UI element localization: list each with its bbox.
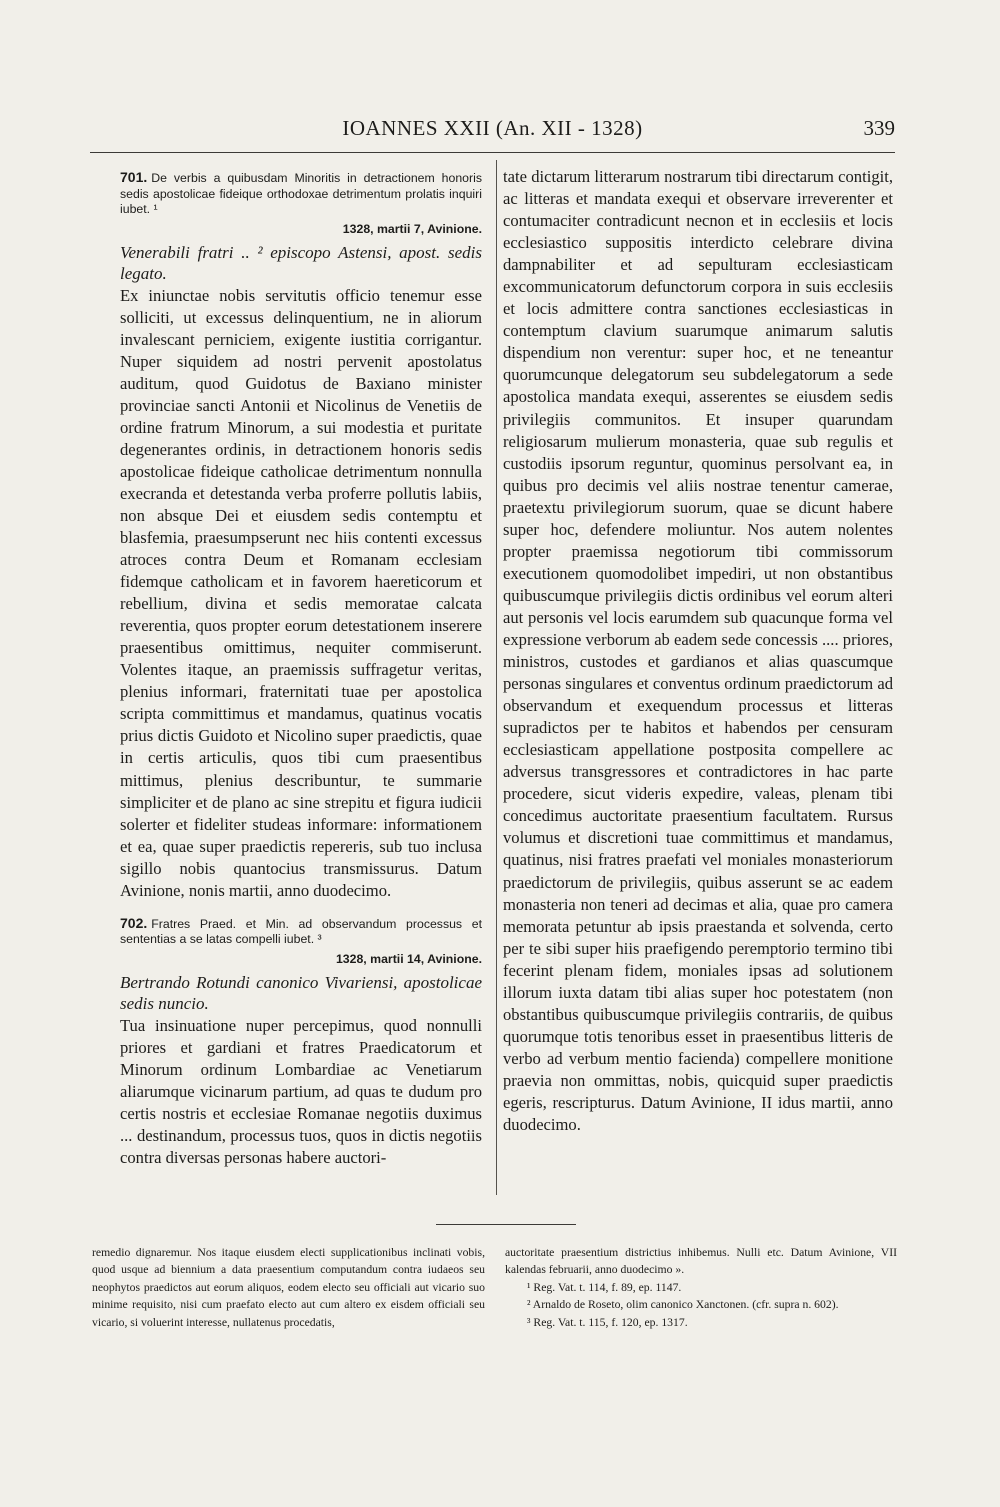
footnote-3: ³ Reg. Vat. t. 115, f. 120, ep. 1317. <box>527 1315 688 1329</box>
entry-702-body-left: Tua insinuatione nuper percepimus, quod nonnulli priores et gardiani et fratres Praedicatorum et Minorum ordinum Lombardiae ac Venetiarum aliarumque vicinarum partium, ad quas te dudum pro certis nostris et ecclesiae Romanae negotiis duximus ... destinandum, processus tuos, quos in dictis negotiis contra diversas personas habere auctori- <box>120 1015 482 1168</box>
entry-702-date: 1328, martii 14, Avinione. <box>335 951 482 966</box>
right-column <box>503 166 893 1136</box>
entry-701-address: Venerabili fratri .. ² episcopo Astensi, apost. sedis legato. <box>120 242 482 283</box>
entry-701-date: 1328, martii 7, Avinione. <box>342 221 482 236</box>
footnotes-right <box>505 1244 897 1331</box>
footnote-rule <box>436 1224 576 1225</box>
footnote-2: ² Arnaldo de Roseto, olim canonico Xanctonen. (cfr. supra n. 602). <box>527 1298 839 1312</box>
entry-702-number: 702. <box>120 914 148 931</box>
entry-701-body: Ex iniunctae nobis servitutis officio tenemur esse solliciti, ut excessus delinquentium, ne in aliorum invalescant perniciem, exigente iustitia corrigantur. Nuper siquidem ad nostri pervenit apostolatus auditum, quod Guidotus de Baxiano minister provinciae sancti Antonii et Nicolinus de Venetiis de ordine fratrum Minorum, a sui modestia et puritate degenerantes ordinis, in detractionem honoris sedis apostolicae fideique catholicae detrimentum nonnulla execranda et detestanda verba proferre pollutis labiis, non absque Dei et eiusdem sedis contemptu et blasfemia, praesumpserunt nec hiis contenti excessus atroces contra Deum et Romanam ecclesiam fidemque catholicam et in favorem haereticorum et rebellium, divina et sedis memoratae calcata reverentia, quos propter eorum detestationem inserere praesentibus omittimus, nequiter commiserunt. Volentes itaque, an praemissis suffragetur veritas, plenius informari, fraternitati tuae per apostolica scripta committimus et mandamus, quatinus vocatis prius dictis Guidoto et Nicolino super praedictis, quae in certis articulis, quos tibi cum praesentibus mittimus, plenius describuntur, te summarie simpliciter et de plano ac sine strepitu et figura iudicii solerter et fideliter studeas informare: informationem et ea, quae super praedictis repereris, sub tuo inclusa sigillo nobis quantocius transmissurus. Datum Avinione, nonis martii, anno duodecimo. <box>120 285 482 900</box>
entry-701-regest <box>120 170 482 218</box>
running-title: IOANNES XXII (An. XII - 1328) <box>342 116 643 140</box>
footnote-continuation-left: remedio dignaremur. Nos itaque eiusdem electi supplicationibus inclinati vobis, quod usque ad biennium a data praesentium computandum contra iudaeos seu neophytos praedictos aut eorum aliquos, eodem electo seu officiali aut vicario suo minime requisito, nisi cum praefato electo aut cum altero ex eisdem officiali seu vicario, si voluerint interesse, nullatenus procedatis, <box>92 1246 485 1329</box>
header-rule <box>90 152 895 153</box>
entry-702-address: Bertrando Rotundi canonico Vivariensi, apostolicae sedis nuncio. <box>120 972 482 1014</box>
entry-701-number: 701. <box>120 169 148 185</box>
footnote-continuation-right: auctoritate praesentium districtius inhibemus. Nulli etc. Datum Avinione, VII kalendas februarii, anno duodecimo ». <box>505 1246 897 1277</box>
footnote-1: ¹ Reg. Vat. t. 114, f. 89, ep. 1147. <box>527 1280 682 1294</box>
page-number: 339 <box>863 116 895 140</box>
entry-702-regest-text: Fratres Praed. et Min. ad observandum processus et sententias a se latas compelli iubet. ³ <box>120 916 482 947</box>
running-head <box>90 116 895 146</box>
footnotes-left <box>92 1244 485 1331</box>
column-divider <box>496 160 497 1195</box>
entry-701-regest-text: De verbis a quibusdam Minoritis in detractionem honoris sedis apostolicae fideique orthodoxae detrimentum prolatis inquiri iubet. ¹ <box>120 171 482 216</box>
entry-702-regest <box>120 916 482 948</box>
left-column <box>120 170 482 1169</box>
entry-702-body-right: tate dictarum litterarum nostrarum tibi directarum contigit, ac litteras et mandata exequi et observare irreverenter et contumaciter contradicunt necnon et in ecclesiis et locis ecclesiastico suppositis interdicto celebrare divina dampnabiliter et ad sepulturam ecclesiasticam excommunicatorum defunctorum corpora in suis ecclesiis et locis admittere contra sanctiones ecclesiasticas in contemptum clavium suarumque animarum salutis dispendium non verentur: super hoc, et ne teneantur quorumcunque delegatorum seu subdelegatorum a sede apostolica mandata exequi, asserentes se eiusdem sedis privilegiis communitos. Et insuper quarundam religiosarum mulierum monasteria, quae sub regulis et custodiis ipsorum reguntur, quominus persolvant ea, in quibus pro decimis vel aliis nostrae tenentur camerae, praetextu privilegiorum suorum, quae se dicunt habere super hoc, defendere moliuntur. Nos autem nolentes propter praemissa negotiorum tibi commissorum executionem quomodolibet impediri, ut non obstantibus quibuscumque privilegiis dictis ordinibus vel eorum alteri aut personis vel locis earumdem sub quacunque forma vel expressione verborum ab eadem sede concessis .... priores, ministros, custodes et gardianos et alias quascumque personas singulares et conventus ordinum praedictorum ad observandum et exequendum processus et litteras supradictos per te habitos et habendos per censuram ecclesiasticam appellatione postposita compellere ac adversus transgressores et contradictores in hac parte procedere, sicut videris expedire, valeas, plenam tibi concedimus auctoritate praesentium facultatem. Rursus volumus et discretioni tuae committimus et mandamus, quatinus, nisi fratres praefati vel moniales monasteriorum praedictorum de privilegiis, quibus asserunt se ac eadem monasteria non teneri ad decimas et alia, quae pro camera memorata petuntur ab ipsis praestanda et solvenda, certo per te sibi super hiis praefigendo peremptorio termino tibi fecerint plenam fidem, moniales ipsas ad solutionem illorum iuxta datam tibi alias super hoc potestatem (non obstantibus quibuscumque privilegiis contrariis, de quibus quorumque totis tenoribus esset in praesentibus litteris de verbo ad verbum mentio facienda) compellere monitione praevia non ommittas, nobis, quicquid super praedictis egeris, rescripturus. Datum Avinione, II idus martii, anno duodecimo. <box>503 167 893 1135</box>
